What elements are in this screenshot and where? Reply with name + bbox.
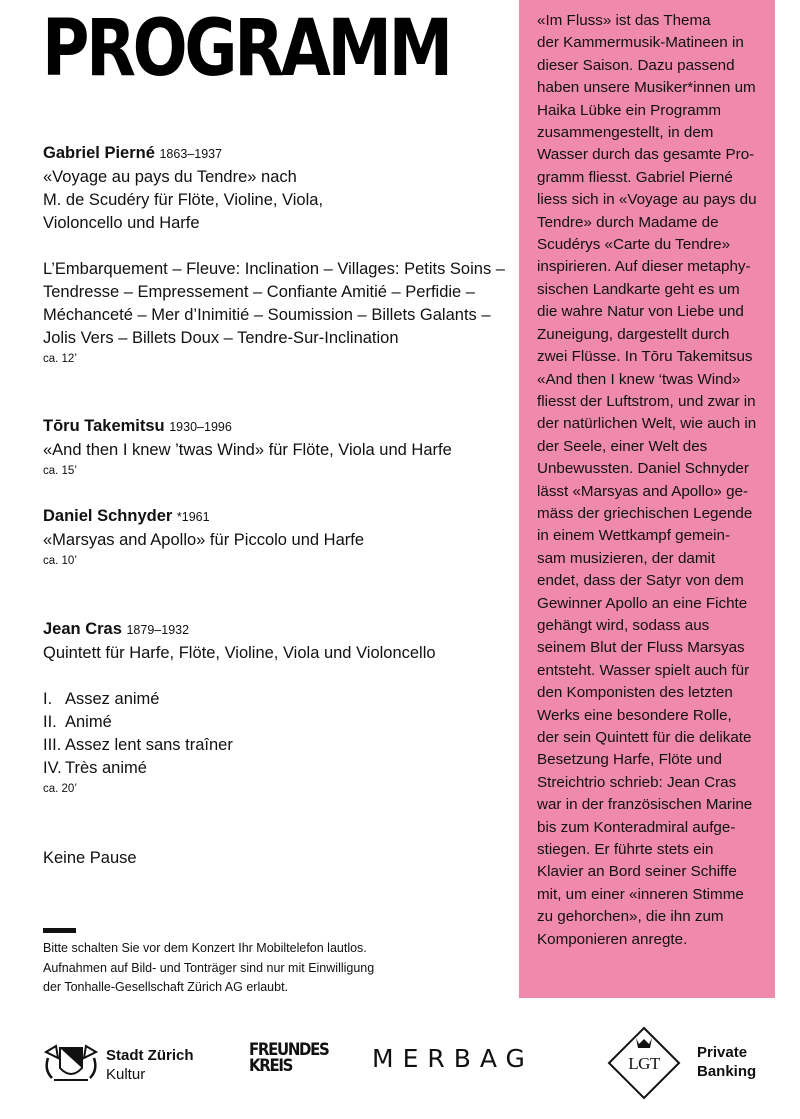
intro-line: liess sich in «Voyage au pays du xyxy=(537,191,757,209)
duration: ca. 10’ xyxy=(43,555,77,567)
lgt-logo xyxy=(605,1024,757,1107)
composer-line xyxy=(43,415,513,439)
intro-line: sam musizieren, der damit xyxy=(537,549,716,567)
phone-notice xyxy=(43,939,503,998)
intro-line: Tendre» durch Madame de xyxy=(537,213,719,231)
parts-line: Tendresse – Empressement – Confiante Amitié – Perfidie – xyxy=(43,283,475,301)
intro-line: die wahre Natur von Liebe und xyxy=(537,303,744,321)
intro-line: dieser Saison. Dazu passend xyxy=(537,56,735,74)
work-line: «Voyage au pays du Tendre» nach xyxy=(43,168,297,186)
program-piece-takemitsu xyxy=(43,415,513,479)
composer-name: Jean Cras xyxy=(43,620,122,638)
intro-line: Unbewussten. Daniel Schnyder xyxy=(537,460,749,478)
intro-line: der Seele, einer Welt des xyxy=(537,437,708,455)
intro-line: fliesst der Luftstrom, und zwar in xyxy=(537,392,756,410)
parts-line: Méchanceté – Mer d’Inimitié – Soumission – Billets Galants – xyxy=(43,306,491,324)
stadt-zuerich-logo xyxy=(42,1044,194,1089)
movement-title: Assez lent sans traîner xyxy=(65,736,233,754)
composer-line xyxy=(43,142,513,166)
work-line: Quintett für Harfe, Flöte, Violine, Viola und Violoncello xyxy=(43,644,436,662)
intro-line: Gewinner Apollo an eine Fichte xyxy=(537,594,748,612)
notice-line: der Tonhalle-Gesellschaft Zürich AG erlaubt. xyxy=(43,980,289,994)
intro-line: «Im Fluss» ist das Thema xyxy=(537,12,711,29)
intro-line: endet, dass der Satyr von dem xyxy=(537,572,744,590)
work-line: M. de Scudéry für Flöte, Violine, Viola, xyxy=(43,191,324,209)
intro-line: mäss der griechischen Legende xyxy=(537,504,753,522)
intro-sidebar xyxy=(519,0,775,998)
movement-number: I. xyxy=(43,690,53,708)
intro-line: mit, um einer «inneren Stimme xyxy=(537,885,744,903)
work-line: Violoncello und Harfe xyxy=(43,214,200,232)
intro-line: war in der französischen Marine xyxy=(537,796,753,814)
composer-dates: 1930–1996 xyxy=(169,420,232,434)
intro-line: inspirieren. Auf dieser metaphy- xyxy=(537,258,751,276)
movement-title: Très animé xyxy=(65,759,147,777)
movement-item xyxy=(43,734,513,757)
intro-text xyxy=(537,10,767,951)
program-piece-pierne xyxy=(43,142,513,367)
intro-line: Klavier an Bord seiner Schiffe xyxy=(537,863,737,881)
sponsor-footer xyxy=(0,1010,800,1119)
freundeskreis-logo xyxy=(249,1042,328,1074)
movement-item xyxy=(43,757,513,780)
program-piece-cras xyxy=(43,618,513,797)
intro-line: der sein Quintett für die delikate xyxy=(537,729,752,746)
intro-line: entsteht. Wasser spielt auch für xyxy=(537,661,750,679)
intro-line: lässt «Marsyas and Apollo» ge- xyxy=(537,482,749,500)
notice-line: Aufnahmen auf Bild- und Tonträger sind nur mit Einwilligung xyxy=(43,960,375,975)
movement-number: III. xyxy=(43,736,62,754)
intro-line: Werks eine besondere Rolle, xyxy=(537,706,732,724)
movement-item xyxy=(43,688,513,711)
intro-line: gramm fliesst. Gabriel Pierné xyxy=(537,168,733,186)
intro-line: sischen Landkarte geht es um xyxy=(537,280,740,298)
intro-line: Besetzung Harfe, Flöte und xyxy=(537,751,722,769)
intro-line: «And then I knew ‘twas Wind» xyxy=(537,370,741,388)
divider xyxy=(43,928,76,933)
duration: ca. 15’ xyxy=(43,465,77,477)
intro-line: Komponieren anregte. xyxy=(537,930,688,948)
intro-line: Wasser durch das gesamte Pro- xyxy=(537,146,755,164)
intro-line: bis zum Konteradmiral aufge- xyxy=(537,818,736,836)
duration: ca. 20’ xyxy=(43,783,77,795)
intro-line: seinem Blut der Fluss Marsyas xyxy=(537,639,745,657)
movement-number: IV. xyxy=(43,759,62,777)
lgt-private: Private xyxy=(697,1044,748,1061)
intro-line: der natürlichen Welt, wie auch in xyxy=(537,415,757,433)
freundeskreis-line1: FREUNDES xyxy=(249,1040,329,1060)
work-line: «And then I knew ’twas Wind» für Flöte, Viola und Harfe xyxy=(43,441,452,459)
intro-line: der Kammermusik-Matineen in xyxy=(537,34,744,52)
movement-title: Animé xyxy=(65,713,112,731)
movement-number: II. xyxy=(43,713,57,731)
intro-line: in einem Wettkampf gemein- xyxy=(537,527,731,545)
composer-dates: 1863–1937 xyxy=(159,147,223,161)
intro-line: Scudérys «Carte du Tendre» xyxy=(537,236,731,254)
duration: ca. 12’ xyxy=(43,353,77,365)
program-piece-schnyder xyxy=(43,505,513,569)
intro-line: zwei Flüsse. In Tōru Takemitsus xyxy=(537,348,753,366)
zurich-coat-of-arms-icon xyxy=(42,1044,100,1084)
page-title: PROGRAMM xyxy=(42,4,450,94)
composer-line xyxy=(43,505,513,529)
intro-line: Streichtrio schrieb: Jean Cras xyxy=(537,773,737,791)
parts-line: L’Embarquement – Fleuve: Inclination – Villages: Petits Soins – xyxy=(43,260,505,278)
composer-dates: 1879–1932 xyxy=(126,623,190,637)
lgt-banking: Banking xyxy=(697,1063,757,1080)
pause-note: Keine Pause xyxy=(43,849,137,867)
lgt-emblem-text: LGT xyxy=(628,1054,660,1073)
intro-line: Zuneigung, dargestellt durch xyxy=(537,325,730,343)
stadt-zuerich-name: Stadt Zürich xyxy=(106,1047,194,1064)
movement-title: Assez animé xyxy=(65,690,160,708)
composer-line xyxy=(43,618,513,642)
notice-line: Bitte schalten Sie vor dem Konzert Ihr Mobiltelefon lautlos. xyxy=(43,941,367,955)
composer-name: Daniel Schnyder xyxy=(43,507,173,525)
intro-line: zusammengestellt, in dem xyxy=(537,124,714,142)
intro-line: den Komponisten des letzten xyxy=(537,684,733,702)
intro-line: Haika Lübke ein Programm xyxy=(537,101,722,119)
stadt-zuerich-sub: Kultur xyxy=(106,1066,146,1083)
intro-line: haben unsere Musiker*innen um xyxy=(537,79,756,97)
composer-name: Gabriel Pierné xyxy=(43,144,155,162)
movement-item xyxy=(43,711,513,734)
intro-line: stiegen. Er führte stets ein xyxy=(537,841,714,859)
intro-line: zu gehorchen», die ihn zum xyxy=(537,908,724,926)
composer-name: Tōru Takemitsu xyxy=(43,417,165,435)
freundeskreis-line2: KREIS xyxy=(249,1056,293,1076)
composer-dates: *1961 xyxy=(176,510,210,524)
merbag-logo: MERBAG xyxy=(372,1044,534,1073)
work-line: «Marsyas and Apollo» für Piccolo und Harfe xyxy=(43,531,365,549)
parts-line: Jolis Vers – Billets Doux – Tendre-Sur-Inclination xyxy=(43,329,399,347)
intro-line: gehängt wird, sodass aus xyxy=(537,616,710,634)
